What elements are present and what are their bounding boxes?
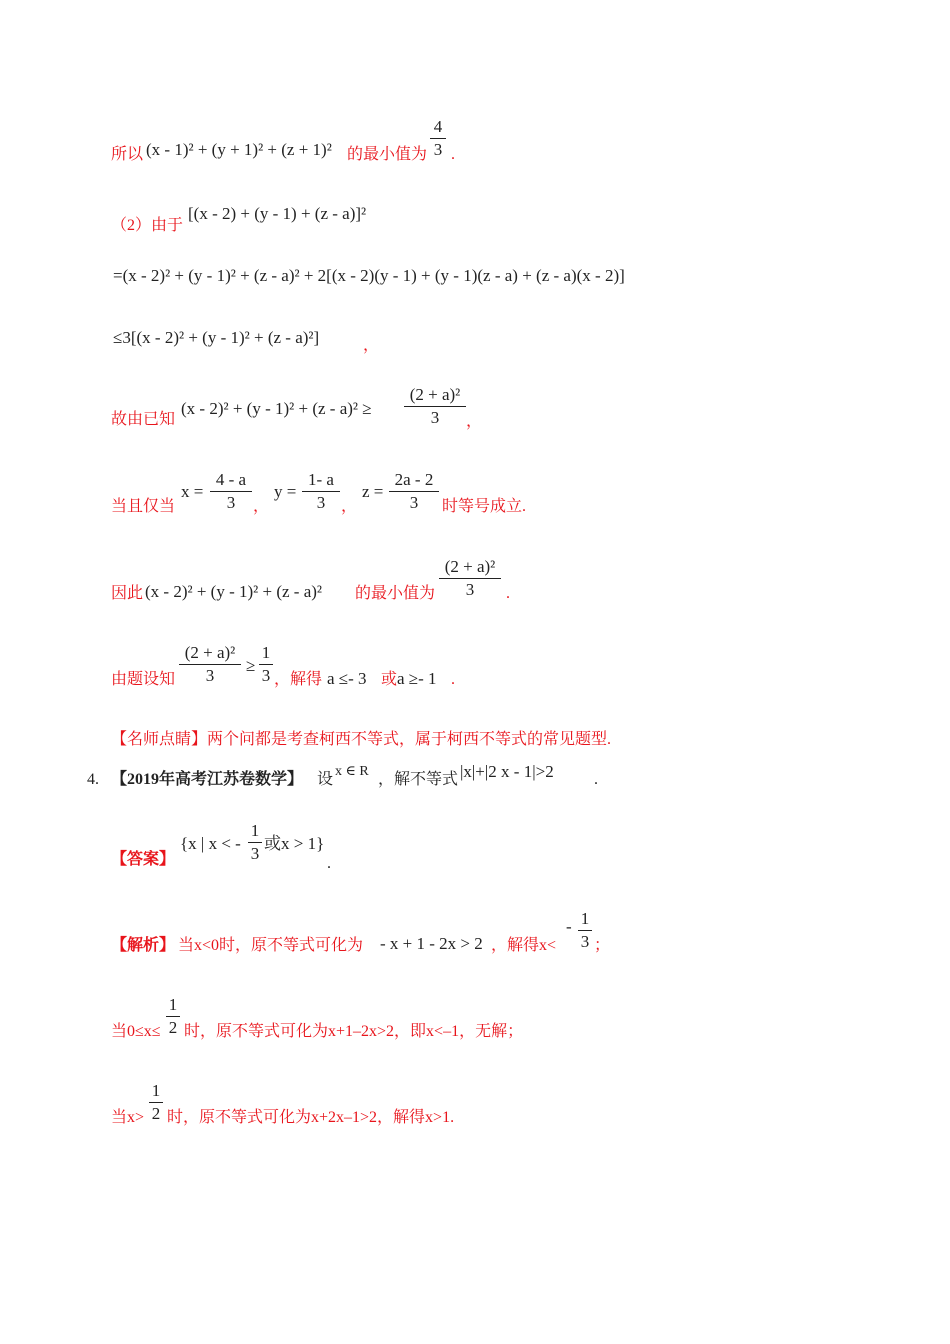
y-lhs: y = bbox=[274, 482, 297, 501]
fraction-bound bbox=[404, 384, 466, 429]
fraction-four-thirds bbox=[430, 116, 446, 161]
answer-label: 【答案】 bbox=[111, 851, 176, 868]
comma: ， bbox=[341, 498, 358, 515]
fraction-numerator: (2 + a)² bbox=[409, 385, 461, 404]
fraction-numerator: 2a - 2 bbox=[394, 470, 434, 489]
fraction-denominator: 2 bbox=[151, 1104, 161, 1123]
fraction-numerator: 1 bbox=[580, 909, 590, 928]
fraction-denominator: 3 bbox=[430, 408, 440, 427]
fraction-numerator: 1 bbox=[151, 1081, 161, 1100]
fraction-denominator: 3 bbox=[316, 493, 326, 512]
question-text-1: 设 bbox=[317, 771, 334, 788]
analysis-label: 【解析】 bbox=[111, 937, 176, 954]
period: . bbox=[506, 585, 510, 602]
fraction-one-half bbox=[166, 994, 180, 1039]
analysis-expr: - x + 1 - 2x > 2 bbox=[380, 934, 483, 953]
negative-sign: - bbox=[566, 917, 572, 936]
text-given-prefix: 由题设知 bbox=[111, 671, 176, 688]
condition-x-real: x ∈ R bbox=[335, 764, 369, 779]
text-equality-prefix: 当且仅当 bbox=[111, 498, 176, 515]
teacher-note: 【名师点睛】两个问都是考查柯西不等式，属于柯西不等式的常见题型. bbox=[111, 731, 612, 748]
fraction-one-third bbox=[248, 820, 262, 865]
period: . bbox=[451, 146, 455, 163]
expr-bracket-squared: [(x - 2) + (y - 1) + (z - a)]² bbox=[188, 204, 367, 223]
fraction-numerator: (2 + a)² bbox=[444, 557, 496, 576]
analysis-text-2: ，解得x< bbox=[491, 937, 557, 954]
fraction-numerator: 4 bbox=[433, 117, 443, 136]
answer-set-left: {x | x < - bbox=[180, 834, 241, 853]
text-known-prefix: 故由已知 bbox=[111, 411, 176, 428]
fraction-denominator: 3 bbox=[409, 493, 419, 512]
analysis-text-1: 当x<0时，原不等式可化为 bbox=[178, 937, 364, 954]
z-lhs: z = bbox=[362, 482, 384, 501]
text-min-suffix: 的最小值为 bbox=[355, 585, 436, 602]
question-text-2: ，解不等式 bbox=[378, 771, 459, 788]
expr-lower-bound: (x - 2)² + (y - 1)² + (z - a)² ≥ bbox=[181, 399, 372, 418]
fraction-numerator: 1- a bbox=[308, 470, 334, 489]
question-source: 【2019年高考江苏卷数学】 bbox=[111, 771, 304, 788]
fraction-one-third bbox=[259, 642, 273, 687]
fraction-numerator: (2 + a)² bbox=[184, 643, 236, 662]
fraction-denominator: 3 bbox=[465, 580, 475, 599]
case2-text-2: 时，原不等式可化为x+1–2x>2，即x<–1，无解； bbox=[184, 1023, 524, 1040]
comma: ， bbox=[466, 413, 483, 430]
text-min-suffix: 的最小值为 bbox=[347, 146, 428, 163]
ge-sign: ≥ bbox=[246, 656, 256, 675]
expr-sum-squares-2: (x - 2)² + (y - 1)² + (z - a)² bbox=[145, 582, 323, 601]
fraction-denominator: 2 bbox=[168, 1018, 178, 1037]
text-solve: ，解得 bbox=[274, 671, 323, 688]
comma: ， bbox=[253, 498, 270, 515]
case2-text-1: 当0≤x≤ bbox=[111, 1023, 161, 1040]
fraction-denominator: 3 bbox=[226, 493, 236, 512]
period: . bbox=[451, 671, 455, 688]
case3-text-1: 当x> bbox=[111, 1109, 145, 1126]
fraction-condition-lhs bbox=[179, 642, 241, 687]
question-inequality: |x|+|2 x - 1|>2 bbox=[460, 762, 554, 781]
text-therefore-prefix: 因此 bbox=[111, 585, 144, 602]
fraction-one-half bbox=[149, 1080, 163, 1125]
period: . bbox=[327, 855, 331, 872]
answer-set-right: 或x > 1} bbox=[264, 834, 325, 853]
fraction-numerator: 1 bbox=[168, 995, 178, 1014]
question-number: 4. bbox=[87, 771, 99, 788]
comma: ， bbox=[363, 337, 380, 354]
case3-text-2: 时，原不等式可化为x+2x–1>2，解得x>1. bbox=[167, 1109, 455, 1126]
fraction-denominator: 3 bbox=[205, 666, 215, 685]
text-equality-suffix: 时等号成立. bbox=[442, 498, 527, 515]
period: . bbox=[594, 771, 598, 788]
condition-a-ge: a ≥- 1 bbox=[397, 669, 437, 688]
fraction-denominator: 3 bbox=[433, 140, 443, 159]
fraction-numerator: 1 bbox=[250, 821, 260, 840]
fraction-min-value bbox=[439, 556, 501, 601]
fraction-z-value bbox=[389, 469, 439, 514]
text-or: 或 bbox=[381, 671, 398, 688]
semicolon: ； bbox=[594, 937, 611, 954]
fraction-denominator: 3 bbox=[261, 666, 271, 685]
text-part2-prefix: （2）由于 bbox=[111, 217, 184, 234]
condition-a-le: a ≤- 3 bbox=[327, 669, 367, 688]
fraction-numerator: 1 bbox=[261, 643, 271, 662]
text-min-prefix: 所以 bbox=[111, 146, 144, 163]
fraction-one-third bbox=[578, 908, 592, 953]
fraction-denominator: 3 bbox=[580, 932, 590, 951]
x-lhs: x = bbox=[181, 482, 204, 501]
fraction-numerator: 4 - a bbox=[215, 470, 247, 489]
fraction-y-value bbox=[302, 469, 340, 514]
expr-expansion: =(x - 2)² + (y - 1)² + (z - a)² + 2[(x - 2)(y - 1) + (y - 1)(z - a) + (z - a)(x - 2)] bbox=[113, 266, 625, 285]
expr-cauchy-bound: ≤3[(x - 2)² + (y - 1)² + (z - a)²] bbox=[113, 328, 320, 347]
expr-sum-squares: (x - 1)² + (y + 1)² + (z + 1)² bbox=[146, 140, 332, 159]
fraction-denominator: 3 bbox=[250, 844, 260, 863]
fraction-x-value bbox=[210, 469, 252, 514]
